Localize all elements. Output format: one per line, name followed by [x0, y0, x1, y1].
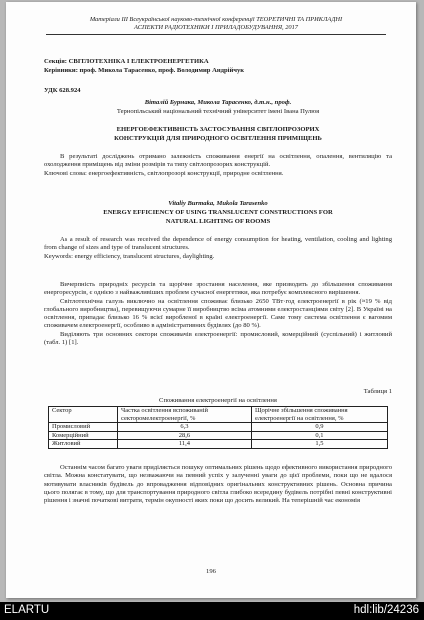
- en-title-line-2: NATURAL LIGHTING OF ROOMS: [165, 218, 271, 225]
- ua-authors: Віталій Бурмака, Микола Тарасенко, д.т.н., проф.: [144, 99, 292, 106]
- body-paragraph-4: Останнім часом багато уваги приділяється пошуку оптимальних рішень щодо ефективного використання природного світла. Можна констатувати, що незважаючи на певний успіх у залученні уваги до цієї проблеми, поки що не вдалося мотивувати власників будівель до впровадження відповідних оригінальних конструктивних рішень. Основна причина цього полягає в тому, що для транспортування природного світла глибоко всередину будівель потрібні певні конструктивні рішення і значні початкові витрати, термін окупності яких поки що досить великий. На теперішній час економія: [44, 464, 392, 505]
- repository-footer: [0, 602, 424, 620]
- table-cell: 0,1: [251, 431, 387, 440]
- table-cell: Комерційний: [49, 431, 118, 440]
- body-paragraph-3: Виділяють три основних сектори споживачів електроенергії: промисловий, комерційний (суспільний) і житловий (табл. 1) [1].: [44, 330, 392, 347]
- section-label: Секція: СВІТЛОТЕХНІКА І ЕЛЕКТРОЕНЕРГЕТИКА: [44, 58, 209, 65]
- document-page: [6, 2, 416, 598]
- table-caption: Споживання електроенергії на освітлення: [159, 397, 277, 404]
- repository-name: ELARTU: [4, 604, 50, 616]
- ua-title-line-2: КОНСТРУКЦІЙ ДЛЯ ПРИРОДНОГО ОСВІТЛЕННЯ ПРИМІЩЕНЬ: [114, 135, 322, 142]
- header-rule: [46, 34, 386, 35]
- ua-abstract-block: [44, 153, 392, 178]
- body-closing: [44, 464, 392, 505]
- table-header-cell: Частка освітлення вспоживаній секторомелектроенергії, %: [118, 407, 252, 423]
- table-row: [49, 431, 388, 440]
- table-label: Таблиця 1: [363, 388, 392, 395]
- table-cell: Промисловий: [49, 423, 118, 432]
- body-intro: [44, 281, 392, 347]
- table-row: [49, 440, 388, 449]
- ua-title-line-1: ЕНЕРГОЕФЕКТИВНІСТЬ ЗАСТОСУВАННЯ СВІТЛОПРОЗОРИХ: [116, 126, 320, 133]
- table-cell: 1,5: [251, 440, 387, 449]
- ua-keywords: Ключові слова: енергоефективність, світлопрозорі конструкції, природне освітлення.: [44, 169, 284, 177]
- table-header-cell: Сектор: [49, 407, 118, 423]
- conference-header-line-2: АСПЕКТИ РАДІОТЕХНІКИ І ПРИЛАДОБУДУВАННЯ, 2017: [134, 24, 298, 31]
- table-row: [49, 423, 388, 432]
- table-cell: 28,6: [118, 431, 252, 440]
- table-cell: 6,3: [118, 423, 252, 432]
- en-keywords: Keywords: energy efficiency, translucent structures, daylighting.: [44, 252, 215, 260]
- table-header-cell: Щорічне збільшення споживання електроенергії на освітлення, %: [251, 407, 387, 423]
- en-abstract-block: [44, 236, 392, 261]
- handle-id: hdl:lib/24236: [353, 604, 419, 616]
- table-cell: 0,9: [251, 423, 387, 432]
- body-paragraph-2: Світлотехнічна галузь виключно на освітлення споживає близько 2650 ТВт·год електроенергії в рік (≈19 % від глобального виробництва), перевищуючи сумарне її виробництво всіма атомними електростанціями світу [2]. В Україні на освітлення, припадає близько 16 % всієї виробленої в країні електроенергії. Саме тому система освітлення є вагомим споживачем електроенергії, особливо в адміністративних будівлях (до 80 %).: [44, 297, 392, 330]
- table-cell: Житловий: [49, 440, 118, 449]
- en-title-line-1: ENERGY EFFICIENCY OF USING TRANSLUCENT CONSTRUCTIONS FOR: [103, 209, 333, 216]
- table-header-row: [49, 407, 388, 423]
- conference-header-line-1: Матеріали ІІІ Всеукраїнської науково-технічної конференції ТЕОРЕТИЧНІ ТА ПРИКЛАДНІ: [89, 16, 343, 23]
- en-authors: Vitaliy Burmaka, Mukola Tarasenko: [168, 200, 268, 207]
- body-paragraph-1: Вичерпність природніх ресурсів та щорічне зростання населення, яке призводить до збільшення споживання енергоресурсів, є однією з найважливіших проблем сучасної енергетики, яка потребує комплексного вирішення.: [44, 281, 392, 297]
- ua-affiliation: Тернопільський національний технічний університет імені Івана Пулюя: [116, 108, 320, 115]
- udc-code: УДК 628.924: [44, 87, 81, 94]
- en-abstract: As a result of research was received the dependence of energy consumption for heating, ventilation, cooling and lighting from change of sizes and type of translucent structures.: [44, 236, 392, 252]
- page-number: 196: [206, 568, 216, 575]
- consumption-table: [48, 406, 388, 449]
- table-cell: 11,4: [118, 440, 252, 449]
- section-leaders: Керівники: проф. Микола Тарасенко, проф. Володимир Андрійчук: [44, 67, 245, 74]
- ua-abstract: В результаті досліджень отримано залежність споживання енергії на освітлення, опалення, вентиляцію та охолодження приміщень від зміни розмірів та типу світлопрозорих конструкцій.: [44, 153, 392, 169]
